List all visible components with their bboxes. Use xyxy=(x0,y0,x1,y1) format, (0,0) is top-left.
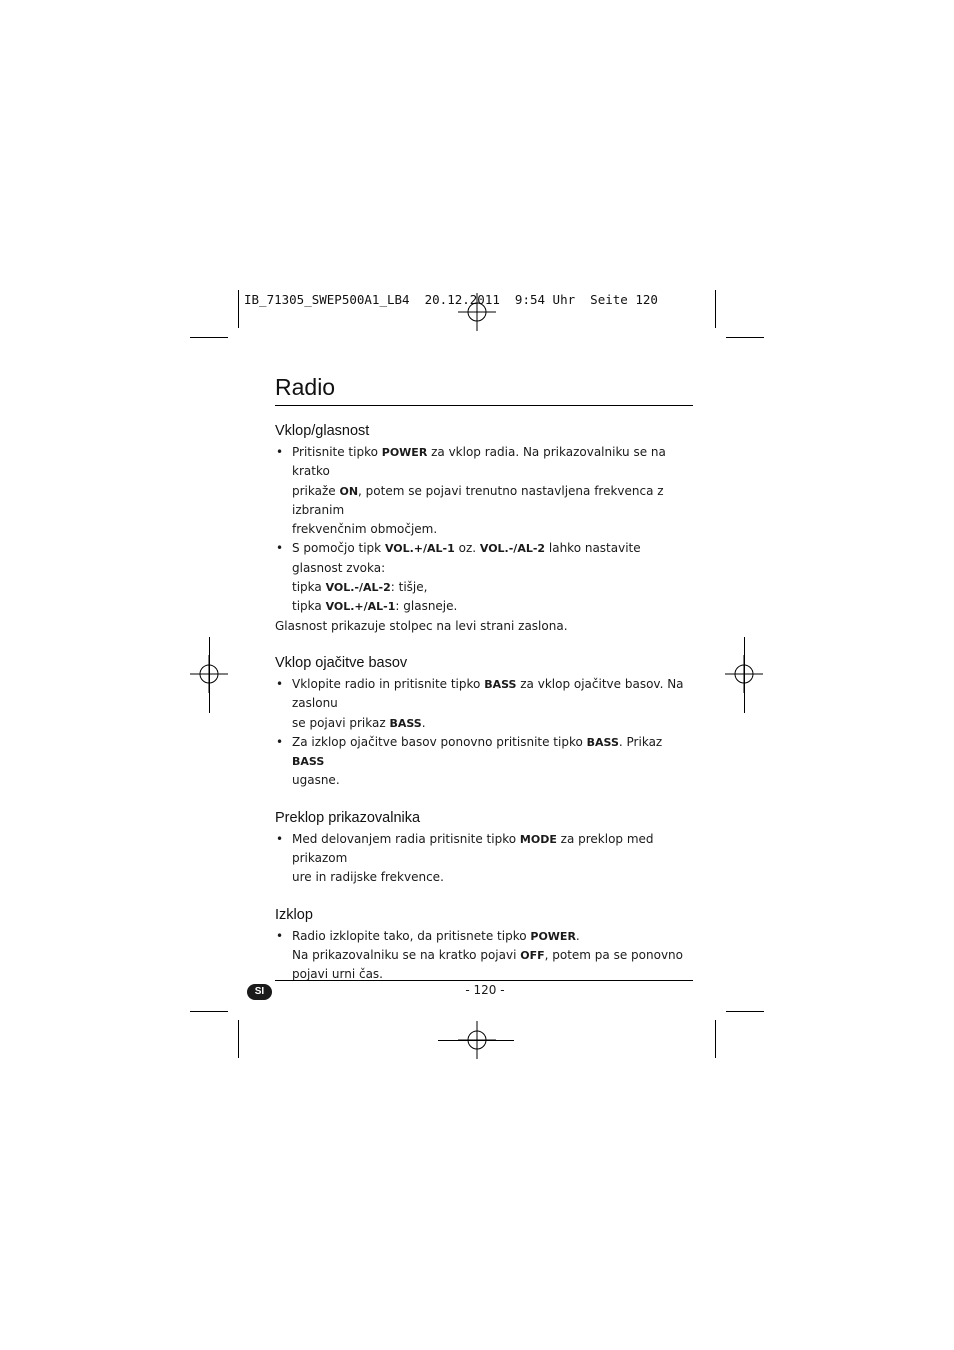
text-line xyxy=(292,597,693,616)
display-label: OFF xyxy=(520,948,545,962)
text: tipka xyxy=(292,599,326,614)
text-line: frekvenčnim območjem. xyxy=(292,522,438,537)
section-heading: Vklop/glasnost xyxy=(275,423,370,439)
text: oz. xyxy=(454,541,480,556)
crop-mark-top-right-h xyxy=(726,337,764,338)
key-label: BASS xyxy=(586,735,619,749)
section-heading: Izklop xyxy=(275,906,313,923)
display-label: BASS xyxy=(389,716,422,730)
text: Pritisnite tipko xyxy=(292,445,382,459)
section-preklop-prikazovalnika xyxy=(275,809,693,888)
text: Za izklop ojačitve basov ponovno pritisnite tipko xyxy=(292,734,587,749)
text: za vklop ojačitve basov. Na zaslonu xyxy=(292,676,684,711)
section-heading: Vklop ojačitve basov xyxy=(275,654,408,671)
list-item xyxy=(275,927,693,985)
text: tipka xyxy=(292,580,326,595)
key-label: POWER xyxy=(530,929,576,943)
display-label: BASS xyxy=(292,755,325,769)
page-title: Radio xyxy=(275,372,693,406)
display-label: ON xyxy=(339,484,359,498)
text-line xyxy=(292,946,693,965)
text-line xyxy=(292,443,693,482)
bullet-icon: • xyxy=(276,928,284,943)
text: Vklopite radio in pritisnite tipko xyxy=(292,676,485,691)
text-line: pojavi urni čas. xyxy=(292,967,383,982)
key-label: MODE xyxy=(519,832,557,846)
text-line xyxy=(292,539,693,578)
bullet-icon: • xyxy=(276,445,284,459)
list-item xyxy=(275,675,693,733)
registration-line-right-v xyxy=(744,637,745,713)
text-line xyxy=(292,830,693,869)
text: prikaže xyxy=(292,483,340,498)
text-line: ure in radijske frekvence. xyxy=(292,870,444,885)
list-item xyxy=(275,539,693,616)
key-label: VOL.+/AL-1 xyxy=(325,600,396,614)
slug-line: IB_71305_SWEP500A1_LB4 20.12.2011 9:54 Uhr Seite 120 xyxy=(244,292,658,307)
registration-mark-top-icon xyxy=(458,293,496,331)
text: Na prikazovalniku se na kratko pojavi xyxy=(292,947,521,962)
footer-rule xyxy=(275,980,693,981)
crop-mark-top-left-h xyxy=(190,337,228,338)
key-label: BASS xyxy=(484,677,517,691)
text-line xyxy=(292,482,693,521)
list-item xyxy=(275,443,693,539)
text: za preklop med prikazom xyxy=(292,831,654,866)
crop-mark-bottom-left-h xyxy=(190,1011,228,1012)
crop-mark-bottom-left-v xyxy=(238,1020,239,1058)
text: . Prikaz xyxy=(618,734,663,749)
text: : tišje, xyxy=(390,580,428,595)
list-item xyxy=(275,830,693,888)
crop-mark-bottom-right-h xyxy=(726,1011,764,1012)
text-line xyxy=(292,733,693,772)
list-item xyxy=(275,733,693,791)
paragraph: Glasnost prikazuje stolpec na levi strani zaslona. xyxy=(275,618,568,633)
bullet-icon: • xyxy=(276,541,284,556)
text-line xyxy=(292,675,693,714)
text-line: ugasne. xyxy=(292,773,340,788)
text-line xyxy=(292,578,693,597)
section-heading: Preklop prikazovalnika xyxy=(275,809,421,826)
text-line xyxy=(292,714,693,733)
crop-mark-top-right-v xyxy=(715,290,716,328)
text: za vklop radia. Na prikazovalniku se na kratko xyxy=(292,445,666,479)
text: . xyxy=(575,928,580,943)
page-number: - 120 - xyxy=(465,983,505,997)
text: : glasneje. xyxy=(395,599,458,614)
text: S pomočjo tipk xyxy=(292,541,385,556)
text: , potem se pojavi trenutno nastavljena frekvenca z izbranim xyxy=(292,483,664,517)
bullet-icon: • xyxy=(276,734,284,749)
section-vklop-ojacitve-basov xyxy=(275,654,693,791)
key-label: VOL.+/AL-1 xyxy=(384,542,455,556)
registration-line-left-v xyxy=(209,637,210,713)
text: se pojavi prikaz xyxy=(292,715,390,730)
language-badge: SI xyxy=(247,984,272,1000)
section-izklop xyxy=(275,906,693,985)
bullet-icon: • xyxy=(276,831,284,846)
text: Radio izklopite tako, da pritisnete tipko xyxy=(292,928,531,943)
key-label: VOL.-/AL-2 xyxy=(325,581,391,595)
text: . xyxy=(421,715,426,730)
crop-mark-top-left-v xyxy=(238,290,239,328)
page-content xyxy=(275,372,693,1003)
registration-line-bottom-h xyxy=(438,1040,514,1041)
section-vklop-glasnost xyxy=(275,422,693,636)
key-label: POWER xyxy=(381,446,428,459)
text: Med delovanjem radia pritisnite tipko xyxy=(292,831,520,846)
bullet-icon: • xyxy=(276,676,284,691)
key-label: VOL.-/AL-2 xyxy=(479,542,546,556)
text: lahko nastavite glasnost zvoka: xyxy=(292,541,641,575)
text-line xyxy=(292,927,693,946)
crop-mark-bottom-right-v xyxy=(715,1020,716,1058)
text: , potem pa se ponovno xyxy=(544,947,683,962)
